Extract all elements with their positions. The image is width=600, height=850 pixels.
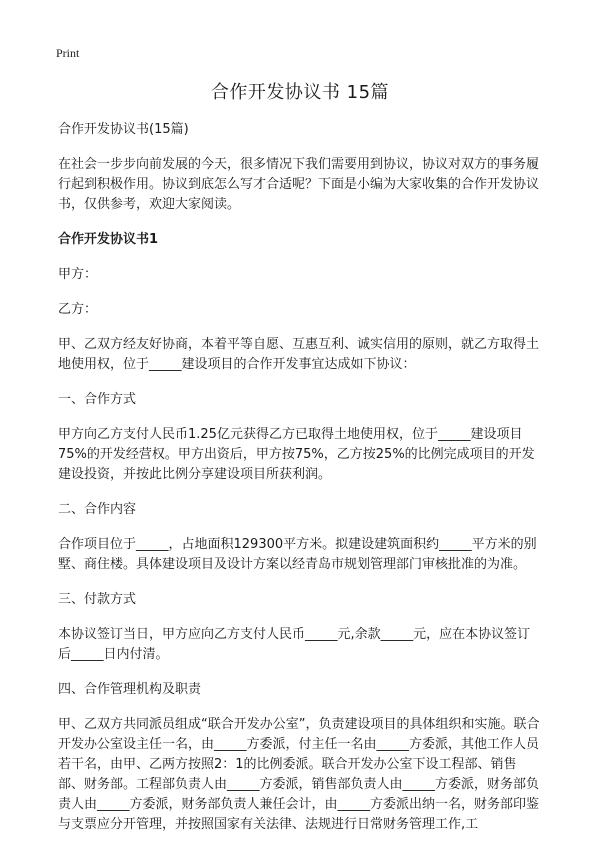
clause-2-body: 合作项目位于_____，占地面积129300平方米。拟建设建筑面积约_____平方米的别墅、商住楼。具体建设项目及设计方案以经青岛市规划管理部门审核批准的为准。 [58,537,537,572]
clause-2-title: 二、合作内容 [58,502,137,517]
clause-3-body: 本协议签订当日，甲方应向乙方支付人民币_____元,余款_____元，应在本协议签订后_____日内付清。 [58,627,531,662]
print-link[interactable]: Print [56,46,80,60]
clause-1-title: 一、合作方式 [58,392,137,407]
preamble-paragraph: 甲、乙双方经友好协商，本着平等自愿、互惠互利、诚实信用的原则，就乙方取得土地使用权，位于_____建设项目的合作开发事宜达成如下协议： [58,337,540,372]
document-title: 合作开发协议书 15篇 [210,82,390,103]
clause-1-body: 甲方向乙方支付人民币1.25亿元获得乙方已取得土地使用权，位于_____建设项目75%的开发经营权。甲方出资后，甲方按75%，乙方按25%的比例完成项目的开发建设投资，并按此比例分享建设项目所获利润。 [58,427,535,482]
party-b-line: 乙方： [58,302,98,317]
section-heading: 合作开发协议书1 [58,232,159,247]
document-body [58,120,542,850]
party-a-line: 甲方： [58,267,98,282]
clause-4-title: 四、合作管理机构及职责 [58,682,202,697]
document-subtitle: 合作开发协议书(15篇) [58,122,189,137]
clause-3-title: 三、付款方式 [58,592,137,607]
intro-paragraph: 在社会一步步向前发展的今天，很多情况下我们需要用到协议，协议对双方的事务履行起到积极作用。协议到底怎么写才合适呢？下面是小编为大家收集的合作开发协议书，仅供参考，欢迎大家阅读。 [58,157,540,212]
clause-4-body: 甲、乙双方共同派员组成“联合开发办公室”，负责建设项目的具体组织和实施。联合开发办公室设主任一名，由_____方委派，付主任一名由_____方委派，其他工作人员若干名，由甲、乙两方按照2：1的比例委派。联合开发办公室下设工程部、销售部、财务部。工程部负责人由_____方委派，销售部负责人由_____方委派，财务部负责人由_____方委派，财务部负责人兼任会计，由_____方委派出纳一名，财务部印鉴与支票应分开管理，并按照国家有关法律、法规进行日常财务管理工作,工 [58,717,540,832]
